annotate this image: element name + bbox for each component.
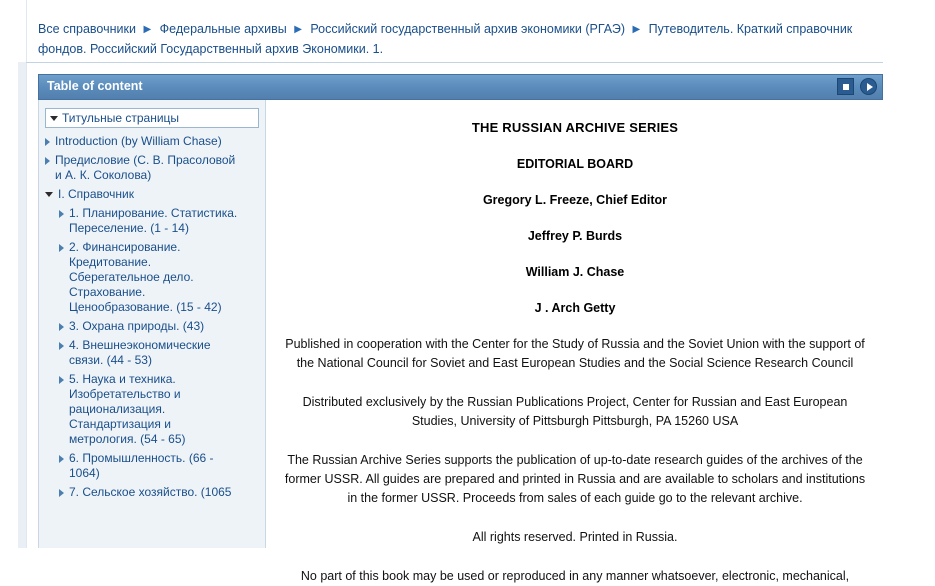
toc-item-spravochnik[interactable] bbox=[45, 185, 259, 204]
breadcrumb-item-2[interactable]: Российский государственный архив экономики (РГАЭ) bbox=[310, 22, 625, 36]
left-rail-fill bbox=[18, 62, 26, 548]
chevron-right-icon bbox=[45, 157, 50, 165]
chevron-right-icon bbox=[59, 244, 64, 252]
breadcrumb-item-3[interactable]: Путеводитель. Краткий справочник фондов. Российский Государственный архив Экономики. 1. bbox=[38, 22, 853, 56]
document-title: THE RUSSIAN ARCHIVE SERIES bbox=[471, 120, 679, 135]
toc-item-section-3[interactable] bbox=[45, 317, 259, 336]
toc-header-buttons bbox=[837, 78, 877, 95]
toc-item-section-1[interactable] bbox=[45, 204, 259, 238]
toc-selected-label: Титульные страницы bbox=[62, 111, 180, 125]
chevron-right-icon bbox=[59, 323, 64, 331]
breadcrumb-item-1[interactable]: Федеральные архивы bbox=[159, 22, 287, 36]
editorial-board-heading: EDITORIAL BOARD bbox=[516, 157, 634, 171]
chevron-right-icon bbox=[45, 138, 50, 146]
toc-panel[interactable] bbox=[38, 100, 266, 548]
stop-square-icon[interactable] bbox=[837, 78, 854, 95]
chevron-right-icon bbox=[59, 342, 64, 350]
toc-item-label: I. Справочник bbox=[58, 187, 134, 201]
play-arrow-icon[interactable] bbox=[860, 78, 877, 95]
board-member-2: William J. Chase bbox=[525, 265, 625, 279]
toc-list bbox=[39, 100, 265, 502]
chevron-right-icon bbox=[59, 210, 64, 218]
board-member-0: Gregory L. Freeze, Chief Editor bbox=[482, 193, 668, 207]
breadcrumb-separator-icon: ▶ bbox=[143, 24, 152, 35]
toc-item-section-2[interactable] bbox=[45, 238, 259, 317]
toc-item-section-7[interactable] bbox=[45, 483, 259, 502]
toc-item-section-6[interactable] bbox=[45, 449, 259, 483]
chevron-down-icon bbox=[50, 116, 58, 121]
breadcrumb-separator-icon: ▶ bbox=[294, 24, 302, 35]
document-paragraph-3: All rights reserved. Printed in Russia. bbox=[472, 530, 678, 544]
board-member-3: J . Arch Getty bbox=[534, 301, 616, 315]
document-paragraph-2: The Russian Archive Series supports the publication of up-to-date research guides of the archives of the former USSR. All guides are prepared and printed in Russia and are available to scholars and institutions in the former USSR. Proceeds from sales of each guide go to the relevant archive. bbox=[284, 453, 866, 505]
document-content bbox=[267, 100, 883, 583]
toc-header-bar bbox=[38, 74, 883, 100]
toc-item-introduction[interactable] bbox=[45, 132, 259, 151]
toc-item-label: 6. Промышленность. (66 - 1064) bbox=[69, 451, 214, 480]
toc-item-section-5[interactable] bbox=[45, 370, 259, 449]
toc-item-label: 3. Охрана природы. (43) bbox=[69, 319, 205, 333]
toc-selected-item[interactable] bbox=[45, 108, 259, 128]
breadcrumb-item-0[interactable]: Все справочники bbox=[38, 22, 136, 36]
chevron-down-icon bbox=[45, 192, 53, 197]
toc-item-label: 4. Внешнеэкономические связи. (44 - 53) bbox=[69, 338, 211, 367]
document-paragraph-0: Published in cooperation with the Center for the Study of Russia and the Soviet Union with the support of the National Council for Soviet and East European Studies and the Social Science Research Council bbox=[285, 337, 865, 370]
breadcrumb bbox=[38, 20, 883, 58]
toc-item-preface[interactable] bbox=[45, 151, 259, 185]
toc-item-label: Introduction (by William Chase) bbox=[55, 134, 222, 148]
breadcrumb-separator-icon: ▶ bbox=[632, 24, 641, 35]
toc-item-label: 5. Наука и техника. Изобретательство и рационализация. Стандартизация и метрология. (54 - 65) bbox=[69, 372, 186, 446]
breadcrumb-divider bbox=[26, 62, 883, 63]
document-paragraph-4: No part of this book may be used or reproduced in any manner whatsoever, electronic, mechanical, bbox=[300, 569, 850, 583]
toc-item-section-4[interactable] bbox=[45, 336, 259, 370]
toc-item-label: 7. Сельское хозяйство. (1065 bbox=[69, 485, 232, 499]
toc-title: Table of content bbox=[47, 79, 143, 93]
chevron-right-icon bbox=[59, 376, 64, 384]
left-rail bbox=[0, 0, 27, 548]
document-paragraph-1: Distributed exclusively by the Russian Publications Project, Center for Russian and East European Studies, University of Pittsburgh Pittsburgh, PA 15260 USA bbox=[302, 395, 848, 428]
toc-item-label: 2. Финансирование. Кредитование. Сберегательное дело. Страхование. Ценообразование. (15 - 42) bbox=[69, 240, 222, 314]
toc-item-label: 1. Планирование. Статистика. Переселение. (1 - 14) bbox=[69, 206, 238, 235]
toc-item-label: Предисловие (С. В. Прасоловой и А. К. Соколова) bbox=[55, 153, 236, 182]
chevron-right-icon bbox=[59, 455, 64, 463]
board-member-1: Jeffrey P. Burds bbox=[527, 229, 623, 243]
chevron-right-icon bbox=[59, 489, 64, 497]
